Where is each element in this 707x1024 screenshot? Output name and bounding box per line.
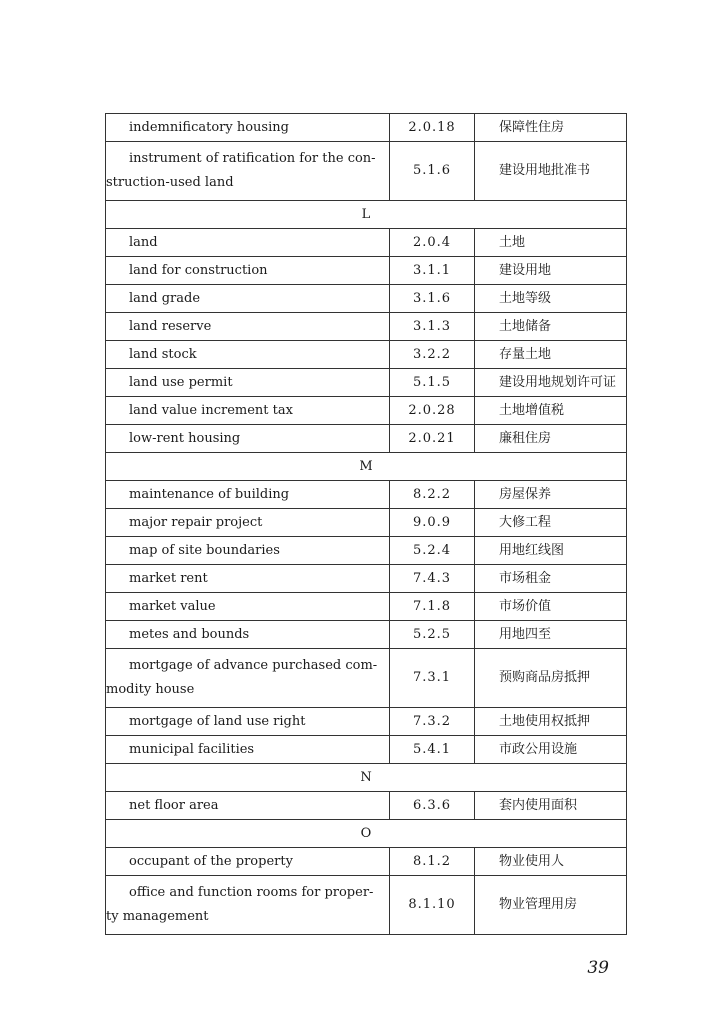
english-term [106, 142, 390, 201]
english-term [106, 848, 390, 876]
english-term-line: metes and bounds [129, 626, 250, 642]
english-term [106, 369, 390, 397]
chinese-term: 物业使用人 [475, 848, 627, 876]
clause-number: 5.1.6 [390, 142, 475, 201]
english-term [106, 114, 390, 142]
english-term [106, 397, 390, 425]
english-term-line: mortgage of advance purchased com- [129, 658, 378, 673]
clause-number: 2.0.28 [390, 397, 475, 425]
glossary-entry-row [106, 876, 627, 935]
section-letter: O [106, 820, 627, 848]
english-term-line: land [129, 234, 158, 250]
clause-number: 8.2.2 [390, 481, 475, 509]
clause-number: 2.0.18 [390, 114, 475, 142]
english-term [106, 509, 390, 537]
glossary-entry-row [106, 285, 627, 313]
clause-number: 7.4.3 [390, 565, 475, 593]
english-term-line: municipal facilities [129, 741, 255, 757]
clause-number: 2.0.21 [390, 425, 475, 453]
glossary-entry-row [106, 848, 627, 876]
glossary-body [106, 114, 627, 935]
english-term-line: land grade [129, 290, 201, 306]
english-term [106, 313, 390, 341]
english-term [106, 621, 390, 649]
chinese-term: 用地红线图 [475, 537, 627, 565]
chinese-term: 土地等级 [475, 285, 627, 313]
clause-number: 8.1.2 [390, 848, 475, 876]
glossary-entry-row [106, 509, 627, 537]
english-term-continuation: struction-used land [106, 175, 234, 190]
english-term-line: land stock [129, 346, 197, 362]
chinese-term: 房屋保养 [475, 481, 627, 509]
clause-number: 3.1.3 [390, 313, 475, 341]
glossary-entry-row [106, 481, 627, 509]
english-term-line: net floor area [129, 797, 219, 813]
section-letter: L [106, 201, 627, 229]
english-term [106, 285, 390, 313]
english-term [106, 257, 390, 285]
chinese-term: 市场价值 [475, 593, 627, 621]
glossary-entry-row [106, 114, 627, 142]
chinese-term: 套内使用面积 [475, 792, 627, 820]
clause-number: 6.3.6 [390, 792, 475, 820]
glossary-table [105, 113, 627, 935]
english-term-line: mortgage of land use right [129, 713, 306, 729]
english-term-line: land value increment tax [129, 402, 293, 418]
glossary-entry-row [106, 736, 627, 764]
english-term [106, 565, 390, 593]
english-term-line: land reserve [129, 318, 212, 334]
clause-number: 5.4.1 [390, 736, 475, 764]
clause-number: 7.1.8 [390, 593, 475, 621]
chinese-term: 预购商品房抵押 [475, 649, 627, 708]
chinese-term: 市场租金 [475, 565, 627, 593]
chinese-term: 土地 [475, 229, 627, 257]
glossary-entry-row [106, 229, 627, 257]
glossary-entry-row [106, 537, 627, 565]
english-term [106, 593, 390, 621]
english-term-line: land use permit [129, 374, 233, 390]
clause-number: 9.0.9 [390, 509, 475, 537]
chinese-term: 市政公用设施 [475, 736, 627, 764]
chinese-term: 土地储备 [475, 313, 627, 341]
chinese-term: 保障性住房 [475, 114, 627, 142]
chinese-term: 物业管理用房 [475, 876, 627, 935]
english-term-continuation: ty management [106, 909, 209, 924]
glossary-entry-row [106, 369, 627, 397]
chinese-term: 建设用地规划许可证 [475, 369, 627, 397]
clause-number: 2.0.4 [390, 229, 475, 257]
glossary-entry-row [106, 425, 627, 453]
english-term-line: major repair project [129, 514, 263, 530]
clause-number: 7.3.1 [390, 649, 475, 708]
clause-number: 8.1.10 [390, 876, 475, 935]
clause-number: 3.1.6 [390, 285, 475, 313]
english-term [106, 341, 390, 369]
english-term [106, 229, 390, 257]
english-term [106, 537, 390, 565]
english-term-line: indemnificatory housing [129, 119, 289, 135]
chinese-term: 土地增值税 [475, 397, 627, 425]
clause-number: 5.2.4 [390, 537, 475, 565]
glossary-entry-row [106, 341, 627, 369]
english-term-line: occupant of the property [129, 853, 293, 869]
english-term [106, 792, 390, 820]
english-term-line: low-rent housing [129, 430, 241, 446]
chinese-term: 大修工程 [475, 509, 627, 537]
chinese-term: 廉租住房 [475, 425, 627, 453]
english-term-continuation: modity house [106, 682, 195, 697]
english-term [106, 736, 390, 764]
chinese-term: 用地四至 [475, 621, 627, 649]
glossary-entry-row [106, 649, 627, 708]
page-number: 39 [587, 958, 609, 978]
glossary-entry-row [106, 313, 627, 341]
glossary-entry-row [106, 792, 627, 820]
english-term-line: market value [129, 598, 216, 614]
section-letter: M [106, 453, 627, 481]
english-term [106, 481, 390, 509]
english-term [106, 649, 390, 708]
glossary-entry-row [106, 593, 627, 621]
chinese-term: 建设用地批准书 [475, 142, 627, 201]
clause-number: 3.2.2 [390, 341, 475, 369]
english-term-line: instrument of ratification for the con- [129, 151, 376, 166]
english-term-line: maintenance of building [129, 486, 290, 502]
clause-number: 7.3.2 [390, 708, 475, 736]
section-header-row [106, 201, 627, 229]
glossary-entry-row [106, 621, 627, 649]
chinese-term: 存量土地 [475, 341, 627, 369]
clause-number: 5.2.5 [390, 621, 475, 649]
section-header-row [106, 453, 627, 481]
english-term [106, 425, 390, 453]
clause-number: 3.1.1 [390, 257, 475, 285]
chinese-term: 土地使用权抵押 [475, 708, 627, 736]
english-term-line: map of site boundaries [129, 542, 280, 558]
glossary-entry-row [106, 397, 627, 425]
section-letter: N [106, 764, 627, 792]
glossary-entry-row [106, 142, 627, 201]
english-term-line: office and function rooms for proper- [129, 885, 374, 900]
glossary-entry-row [106, 708, 627, 736]
section-header-row [106, 764, 627, 792]
english-term [106, 876, 390, 935]
clause-number: 5.1.5 [390, 369, 475, 397]
english-term [106, 708, 390, 736]
english-term-line: market rent [129, 570, 208, 586]
chinese-term: 建设用地 [475, 257, 627, 285]
glossary-entry-row [106, 257, 627, 285]
section-header-row [106, 820, 627, 848]
english-term-line: land for construction [129, 262, 268, 278]
glossary-entry-row [106, 565, 627, 593]
